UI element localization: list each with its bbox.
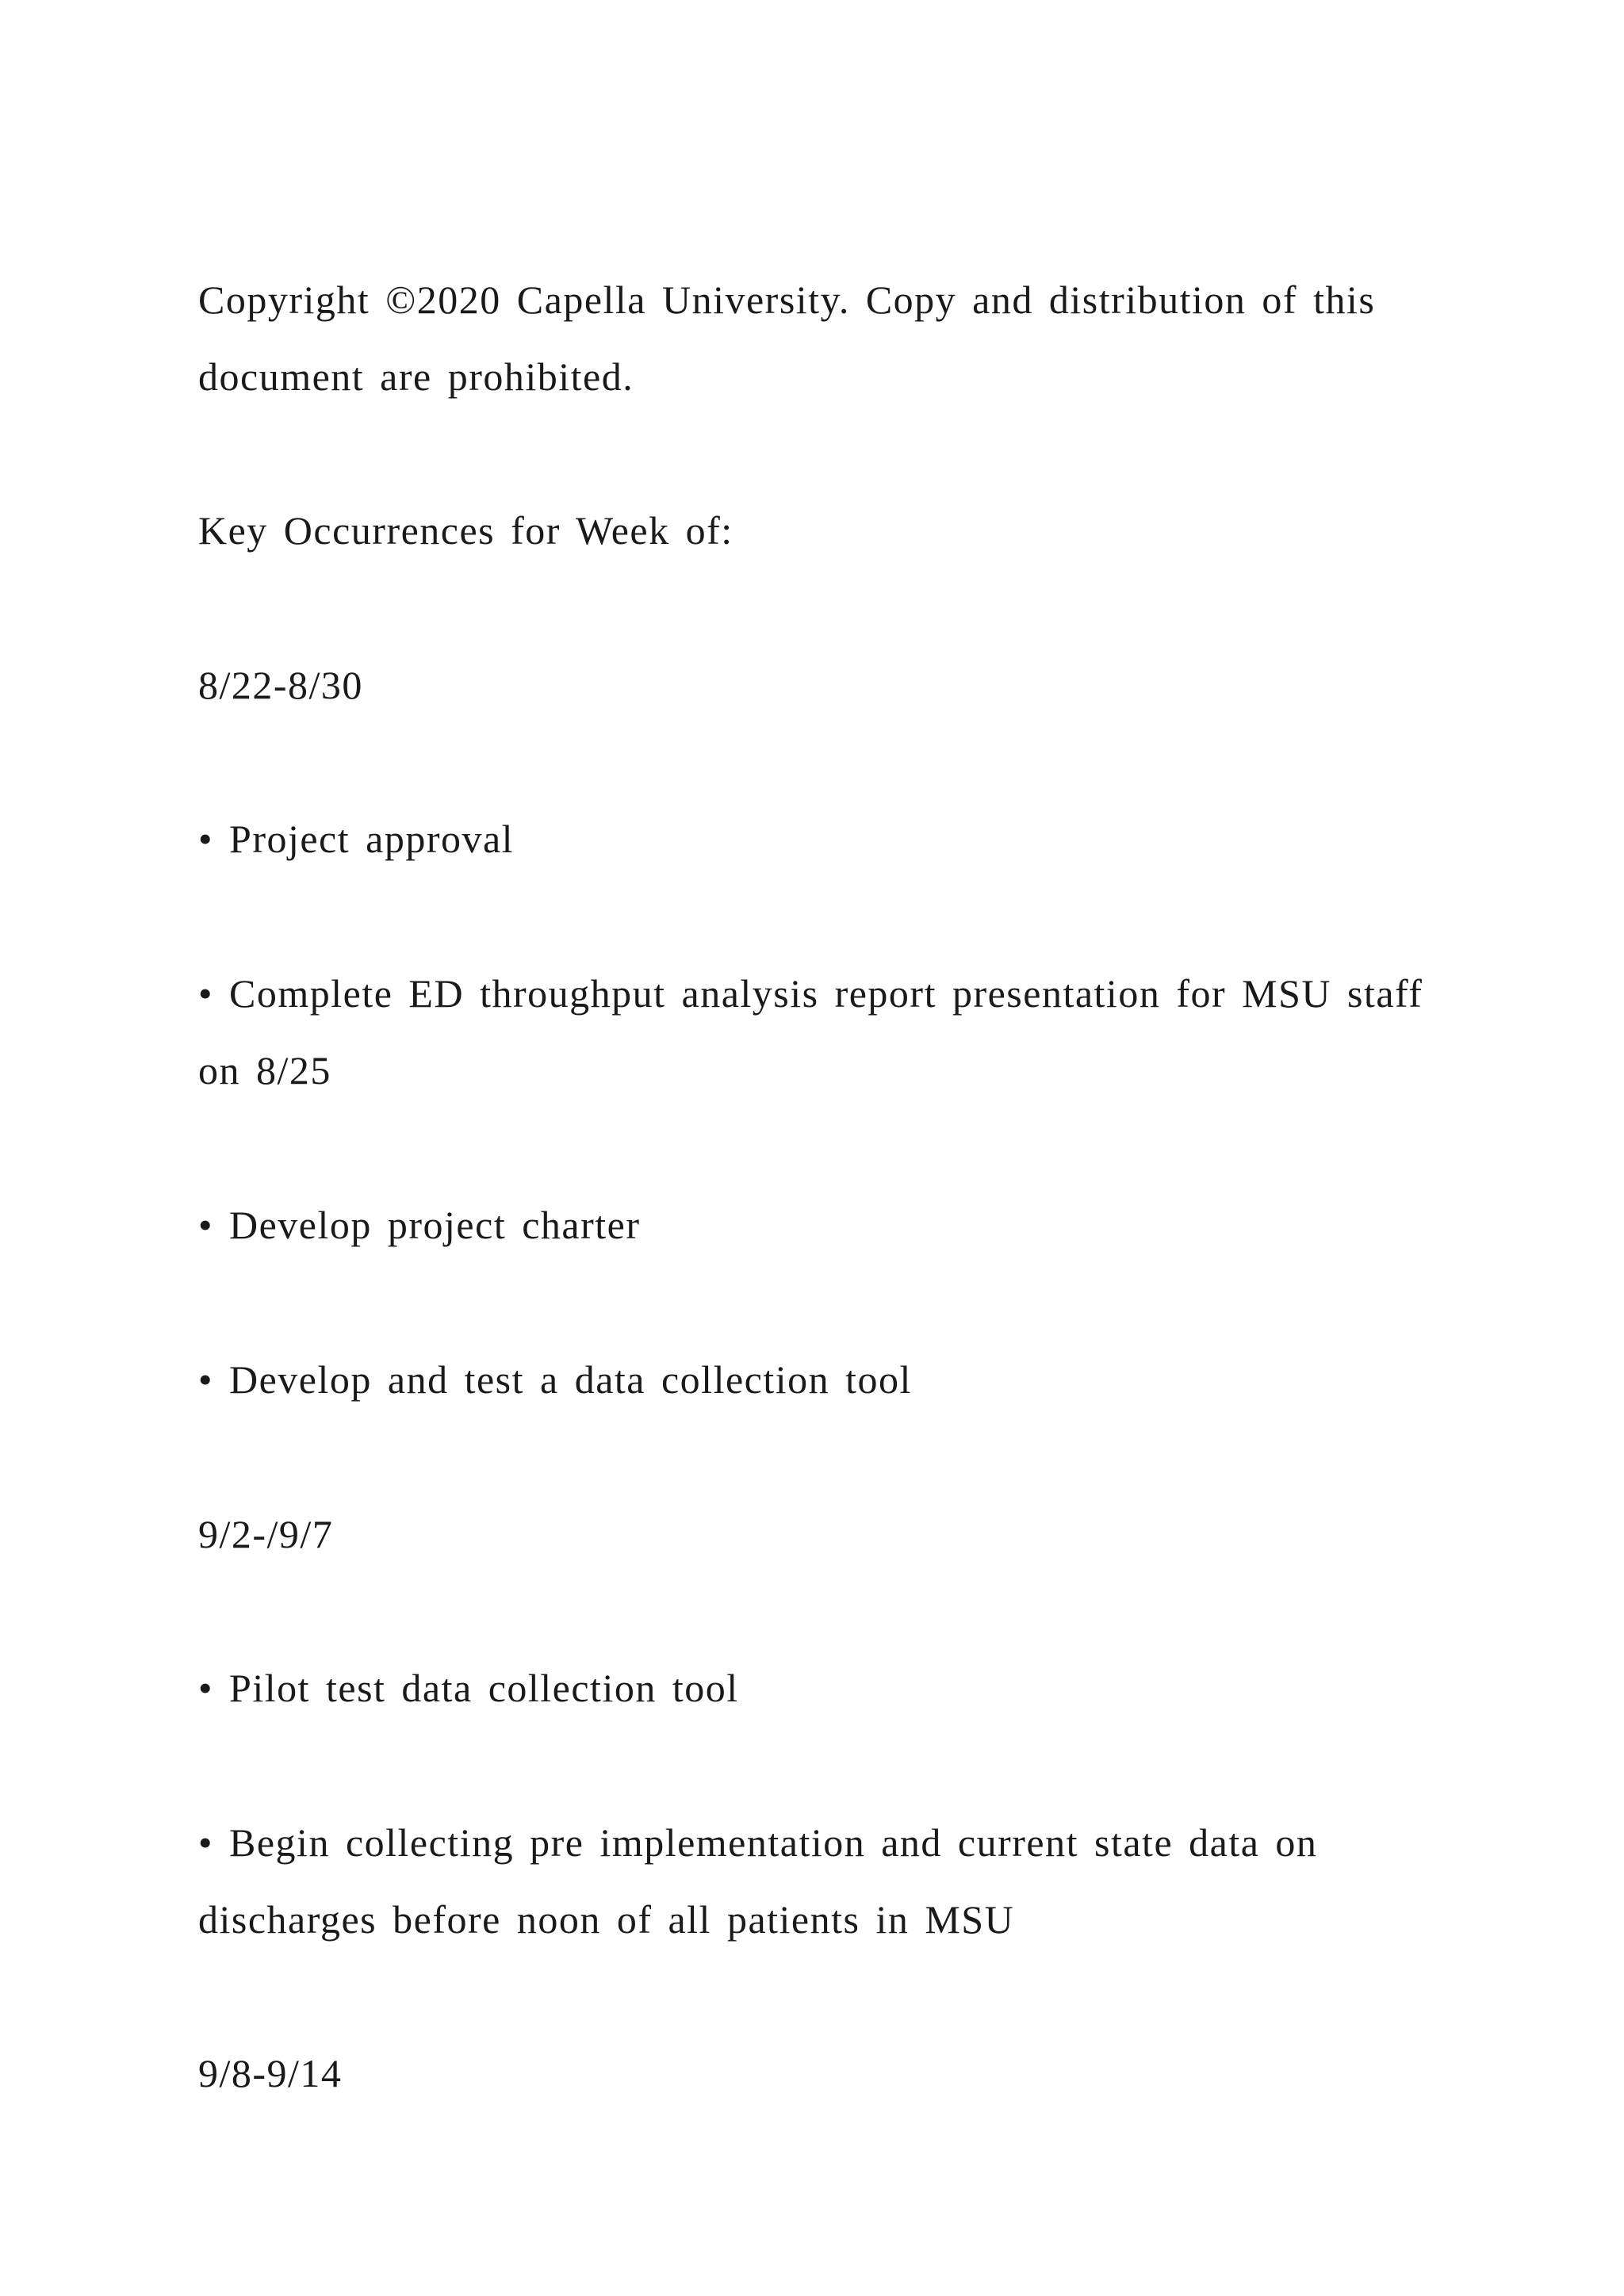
document-page xyxy=(198,0,1435,2296)
list-item: • Begin collecting pre implementation and current state data on discharges before noon of all patients in MSU xyxy=(198,1820,1318,1942)
list-item: • Complete ED throughput analysis report presentation for MSU staff on 8/25 xyxy=(198,971,1423,1093)
list-item: • Project approval xyxy=(198,817,515,861)
list-item: • Develop and test a data collection tool xyxy=(198,1357,912,1402)
week-range-1: 8/22-8/30 xyxy=(198,663,363,707)
week-range-3: 9/8-9/14 xyxy=(198,2051,343,2095)
list-item: • Develop project charter xyxy=(198,1203,641,1247)
section-heading: Key Occurrences for Week of: xyxy=(198,508,733,553)
week-range-2: 9/2-/9/7 xyxy=(198,1512,334,1556)
list-item: • Pilot test data collection tool xyxy=(198,1666,739,1710)
copyright-notice: Copyright ©2020 Capella University. Copy and distribution of this document are prohibited. xyxy=(198,277,1376,399)
